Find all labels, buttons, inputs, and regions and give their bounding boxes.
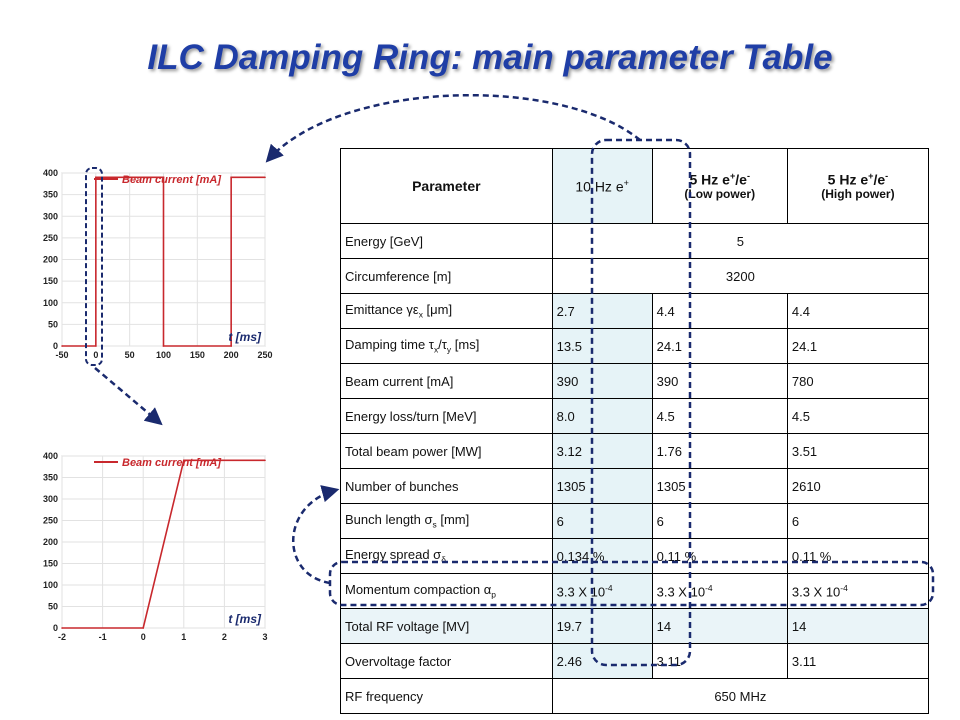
table-row (341, 294, 929, 329)
x-tick-label: 0 (93, 350, 99, 360)
value-cell: 780 (787, 364, 928, 399)
y-tick-label: 250 (42, 515, 58, 526)
chart-svg (28, 143, 273, 368)
value-cell: 1305 (652, 469, 787, 504)
value-cell: 3.51 (787, 434, 928, 469)
value-cell: 0.11 % (787, 539, 928, 574)
value-cell: 6 (552, 504, 652, 539)
table-row (341, 259, 929, 294)
x-tick-label: 200 (223, 350, 239, 360)
beam-current-chart-full (28, 143, 273, 368)
header-cell: 5 Hz e+/e- (High power) (787, 149, 928, 224)
value-cell: 24.1 (787, 329, 928, 364)
y-tick-label: 0 (52, 341, 58, 351)
parameter-table (340, 148, 929, 714)
value-cell: 14 (652, 609, 787, 644)
row-label: Beam current [mA] (341, 364, 553, 399)
value-cell: 4.5 (652, 399, 787, 434)
value-cell: 3.3 X $10^{-4}$ (787, 574, 928, 609)
row-label: Bunch length $\sigma_s$ [mm] (341, 504, 553, 539)
value-cell: 14 (787, 609, 928, 644)
merged-value-cell: 3200 (552, 259, 928, 294)
value-cell: 1305 (552, 469, 652, 504)
header-cell: 5 Hz e+/e- (Low power) (652, 149, 787, 224)
x-tick-label: 0 (140, 632, 146, 642)
x-tick-label: -2 (57, 632, 67, 642)
y-tick-label: 300 (42, 211, 58, 222)
header-cell: Parameter (341, 149, 553, 224)
value-cell: 3.11 (652, 644, 787, 679)
value-cell: 2610 (787, 469, 928, 504)
x-tick-label: 150 (189, 350, 205, 360)
data-point (142, 627, 144, 629)
value-cell: 24.1 (652, 329, 787, 364)
value-cell: 0.11 % (652, 539, 787, 574)
data-point (95, 177, 97, 179)
header-cell: 10 Hz e+ (552, 149, 652, 224)
row-label: Momentum compaction $\alpha_p$ (341, 574, 553, 609)
row-label: Total RF voltage [MV] (341, 609, 553, 644)
x-axis-label: t [ms] (228, 330, 261, 344)
value-cell: 2.46 (552, 644, 652, 679)
y-tick-label: 100 (42, 580, 58, 590)
value-cell: 19.7 (552, 609, 652, 644)
table-row (341, 504, 929, 539)
row-label: Energy [GeV] (341, 224, 553, 259)
row-label: RF frequency (341, 679, 553, 714)
y-tick-label: 400 (42, 168, 58, 178)
value-cell: 390 (652, 364, 787, 399)
data-point (230, 177, 232, 179)
data-point (61, 627, 63, 629)
table-row (341, 399, 929, 434)
row-label: Emittance $\gamma\varepsilon_x$ [μm] (341, 294, 553, 329)
row-label: Energy loss/turn [MeV] (341, 399, 553, 434)
table-row (341, 469, 929, 504)
row-label: Overvoltage factor (341, 644, 553, 679)
y-tick-label: 400 (42, 451, 58, 461)
x-tick-label: 250 (257, 350, 273, 360)
data-point (264, 177, 266, 179)
value-cell: 4.5 (787, 399, 928, 434)
y-tick-label: 300 (42, 494, 58, 504)
y-tick-label: 200 (42, 537, 58, 547)
x-tick-label: 100 (155, 350, 172, 360)
data-point (163, 345, 165, 347)
table-row (341, 644, 929, 679)
table-row (341, 609, 929, 644)
value-cell: 4.4 (787, 294, 928, 329)
y-tick-label: 50 (47, 601, 58, 612)
x-tick-label: 3 (262, 632, 268, 642)
x-tick-label: 50 (124, 350, 135, 360)
arrow-row-to-bunch-length (293, 490, 336, 583)
value-cell: 1.76 (652, 434, 787, 469)
value-cell: 8.0 (552, 399, 652, 434)
y-tick-label: 0 (52, 623, 58, 633)
y-tick-label: 200 (42, 254, 58, 265)
arrow-chart-to-zoom (95, 368, 160, 423)
value-cell: 3.3 X $10^{-4}$ (552, 574, 652, 609)
legend-label: Beam current [mA] (122, 174, 222, 186)
x-tick-label: -50 (55, 350, 69, 360)
value-cell: 3.12 (552, 434, 652, 469)
slide-title: ILC Damping Ring: main parameter Table (147, 38, 833, 77)
x-tick-label: -1 (98, 632, 107, 642)
y-tick-label: 350 (42, 472, 58, 483)
value-cell: 4.4 (652, 294, 787, 329)
data-point (61, 345, 63, 347)
chart-svg (28, 420, 273, 648)
legend-label: Beam current [mA] (122, 457, 222, 469)
beam-current-chart-zoom (28, 420, 273, 648)
value-cell: 13.5 (552, 329, 652, 364)
x-axis-label: t [ms] (228, 612, 261, 626)
y-tick-label: 150 (42, 276, 58, 287)
table-row (341, 364, 929, 399)
data-point (264, 460, 266, 462)
row-label: Energy spread $\sigma_\delta$ (341, 539, 553, 574)
table-row (341, 434, 929, 469)
table-row (341, 679, 929, 714)
table-header-row (341, 149, 929, 224)
row-label: Number of bunches (341, 469, 553, 504)
table-row (341, 329, 929, 364)
table-row (341, 224, 929, 259)
value-cell: 3.3 X $10^{-4}$ (652, 574, 787, 609)
value-cell: 3.11 (787, 644, 928, 679)
data-point (95, 345, 97, 347)
x-tick-label: 2 (221, 632, 227, 642)
table-row (341, 539, 929, 574)
y-tick-label: 100 (42, 297, 58, 308)
value-cell: 6 (652, 504, 787, 539)
merged-value-cell: 5 (552, 224, 928, 259)
table-body (341, 224, 929, 714)
row-label: Total beam power [MW] (341, 434, 553, 469)
x-tick-label: 1 (181, 632, 187, 642)
value-cell: 0.134 % (552, 539, 652, 574)
y-tick-label: 350 (42, 189, 58, 200)
table-row (341, 574, 929, 609)
value-cell: 6 (787, 504, 928, 539)
y-tick-label: 250 (42, 232, 58, 243)
y-tick-label: 50 (47, 319, 58, 330)
y-tick-label: 150 (42, 558, 58, 569)
value-cell: 2.7 (552, 294, 652, 329)
value-cell: 390 (552, 364, 652, 399)
row-label: Circumference [m] (341, 259, 553, 294)
data-point (230, 345, 232, 347)
merged-value-cell: 650 MHz (552, 679, 928, 714)
row-label: Damping time $\tau_x/\tau_y$ [ms] (341, 329, 553, 364)
